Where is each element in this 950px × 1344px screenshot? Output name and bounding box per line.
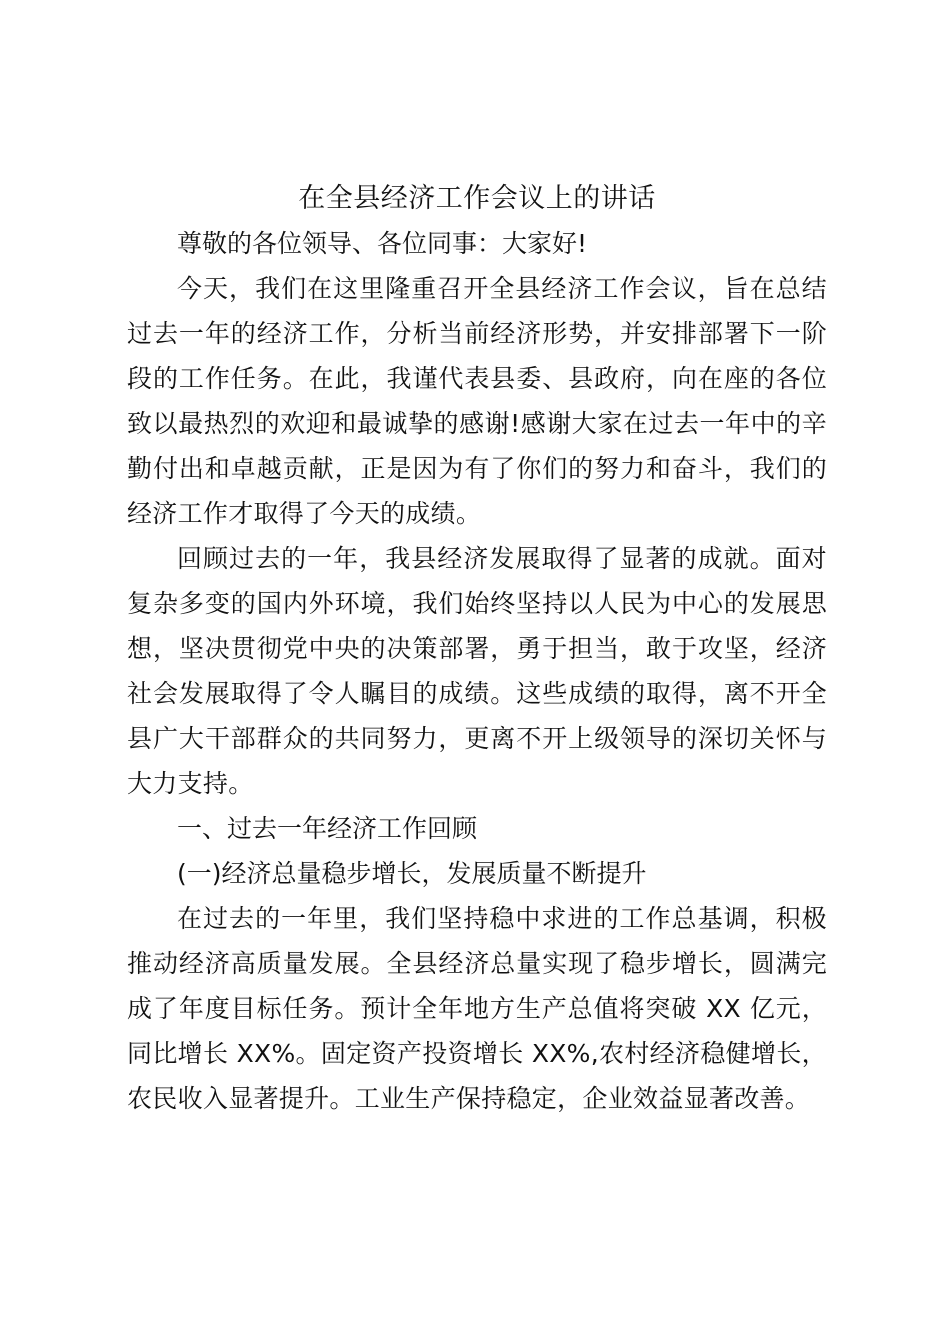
document-body bbox=[127, 176, 827, 1121]
subsection-heading: (一)经济总量稳步增长，发展质量不断提升 bbox=[177, 859, 647, 888]
paragraph-economic-growth: 在过去的一年里，我们坚持稳中求进的工作总基调，积极推动经济高质量发展。全县经济总量实现了稳步增长，圆满完成了年度目标任务。预计全年地方生产总值将突破 XX 亿元，同比增长 XX%。固定资产投资增长 XX%,农村经济稳健增长，农民收入显著提升。工业生产保持稳定，企业效益显著改善。 bbox=[127, 904, 827, 1113]
paragraph-opening: 今天，我们在这里隆重召开全县经济工作会议，旨在总结过去一年的经济工作，分析当前经济形势，并安排部署下一阶段的工作任务。在此，我谨代表县委、县政府，向在座的各位致以最热烈的欢迎和最诚挚的感谢!感谢大家在过去一年中的辛勤付出和卓越贡献，正是因为有了你们的努力和奋斗，我们的经济工作才取得了今天的成绩。 bbox=[127, 274, 827, 528]
greeting-line: 尊敬的各位领导、各位同事：大家好! bbox=[177, 229, 588, 258]
document-title: 在全县经济工作会议上的讲话 bbox=[298, 183, 656, 214]
section-heading: 一、过去一年经济工作回顾 bbox=[177, 814, 478, 843]
paragraph-review: 回顾过去的一年，我县经济发展取得了显著的成就。面对复杂多变的国内外环境，我们始终坚持以人民为中心的发展思想，坚决贯彻党中央的决策部署，勇于担当，敢于攻坚，经济社会发展取得了令人瞩目的成绩。这些成绩的取得，离不开全县广大干部群众的共同努力，更离不开上级领导的深切关怀与大力支持。 bbox=[127, 544, 827, 798]
